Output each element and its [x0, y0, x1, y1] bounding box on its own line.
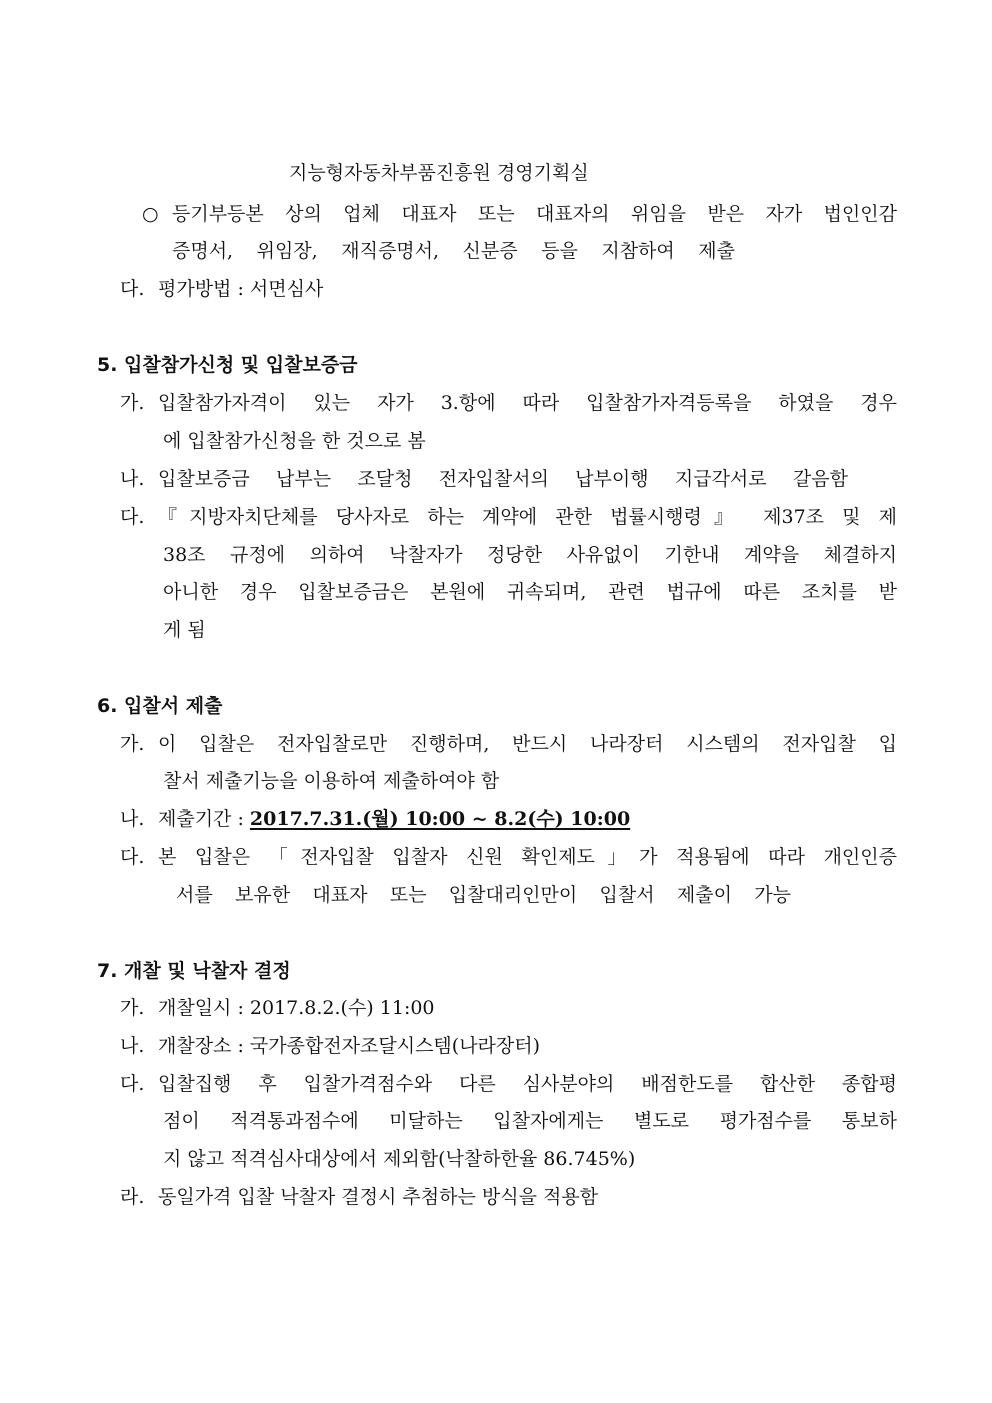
section-5-heading: 5. 입찰참가신청 및 입찰보증금 — [97, 354, 358, 376]
item-line: 38조 규정에 의하여 낙찰자가 정당한 사유없이 기한내 계약을 체결하지 — [163, 544, 897, 566]
item-marker: 나. — [120, 468, 145, 490]
item-line: 이 입찰은 전자입찰로만 진행하며, 반드시 나라장터 시스템의 전자입찰 입 — [158, 733, 897, 755]
item-marker: 다. — [120, 1073, 145, 1095]
section-7-heading: 7. 개찰 및 낙찰자 결정 — [97, 960, 291, 982]
item-line: 개찰일시 : 2017.8.2.(수) 11:00 — [158, 997, 435, 1019]
item-marker: 가. — [120, 997, 145, 1019]
item-marker: 나. — [120, 808, 145, 830]
item-marker: 가. — [120, 733, 145, 755]
item-line: 지 않고 적격심사대상에서 제외함(낙찰하한율 86.745%) — [163, 1148, 636, 1170]
item-marker: 나. — [120, 1035, 145, 1057]
item-line: 아니한 경우 입찰보증금은 본원에 귀속되며, 관련 법규에 따른 조치를 받 — [163, 581, 897, 603]
item-line: 점이 적격통과점수에 미달하는 입찰자에게는 별도로 평가점수를 통보하 — [163, 1110, 897, 1132]
bullet-marker: ○ — [142, 203, 159, 225]
item-line: 입찰보증금 납부는 조달청 전자입찰서의 납부이행 지급각서로 갈음함 — [158, 468, 848, 490]
submission-period-label: 제출기간 : — [158, 808, 250, 830]
item-line: 게 됨 — [163, 619, 206, 641]
item-line: 입찰참가자격이 있는 자가 3.항에 따라 입찰참가자격등록을 하였을 경우 — [158, 392, 897, 414]
item-line: 서를 보유한 대표자 또는 입찰대리인만이 입찰서 제출이 가능 — [176, 884, 791, 906]
bullet-line: 증명서, 위임장, 재직증명서, 신분증 등을 지참하여 제출 — [172, 240, 735, 262]
item-line: 본 입찰은 「전자입찰 입찰자 신원 확인제도」가 적용됨에 따라 개인인증 — [158, 846, 897, 868]
item-marker: 다. — [120, 278, 145, 300]
evaluation-method: 평가방법 : 서면심사 — [158, 278, 324, 300]
submission-period-value: 2017.7.31.(월) 10:00 ~ 8.2(수) 10:00 — [249, 808, 631, 830]
item-line: 개찰장소 : 국가종합전자조달시스템(나라장터) — [158, 1035, 541, 1057]
item-line: 찰서 제출기능을 이용하여 제출하여야 함 — [163, 770, 500, 792]
item-marker: 다. — [120, 846, 145, 868]
item-marker: 다. — [120, 506, 145, 528]
org-line: 지능형자동차부품진흥원 경영기획실 — [289, 162, 589, 184]
section-6-heading: 6. 입찰서 제출 — [97, 695, 223, 717]
item-line: 동일가격 입찰 낙찰자 결정시 추첨하는 방식을 적용함 — [158, 1186, 599, 1208]
item-line: 에 입찰참가신청을 한 것으로 봄 — [163, 430, 426, 452]
item-marker: 가. — [120, 392, 145, 414]
submission-period-line — [158, 806, 630, 832]
item-marker: 라. — [120, 1186, 145, 1208]
item-line: 입찰집행 후 입찰가격점수와 다른 심사분야의 배점한도를 합산한 종합평 — [158, 1073, 897, 1095]
bullet-line: 등기부등본 상의 업체 대표자 또는 대표자의 위임을 받은 자가 법인인감 — [172, 203, 897, 225]
item-line: 『지방자치단체를 당사자로 하는 계약에 관한 법률시행령』 제37조 및 제 — [158, 506, 897, 528]
